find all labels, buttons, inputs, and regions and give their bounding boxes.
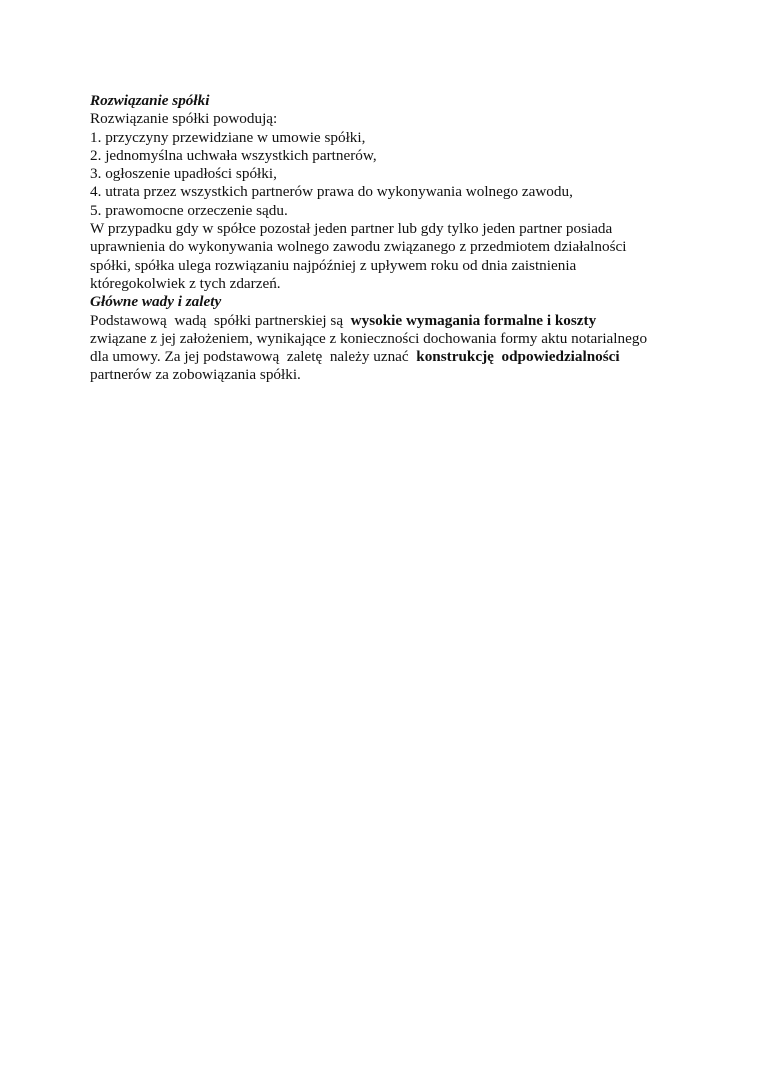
paragraph-line [90,312,680,330]
list-item: 3. ogłoszenie upadłości spółki, [90,165,277,183]
list-item: 5. prawomocne orzeczenie sądu. [90,201,288,219]
text-span: dla umowy. Za jej podstawową zaletę należy uznać [90,348,417,366]
paragraph-line: partnerów za zobowiązania spółki. [90,366,301,384]
paragraph-line: spółki, spółka ulega rozwiązaniu najpóźniej z upływem roku od dnia zaistnienia [90,256,577,274]
text-span: Podstawową wadą spółki partnerskiej są [90,311,351,329]
section-heading-pros-cons: Główne wady i zalety [90,293,222,311]
paragraph-line: W przypadku gdy w spółce pozostał jeden partner lub gdy tylko jeden partner posiada [90,220,613,238]
dissolution-intro: Rozwiązanie spółki powodują: [90,110,278,128]
paragraph-line: związane z jej założeniem, wynikające z konieczności dochowania formy aktu notarialnego [90,329,648,347]
paragraph-line [90,348,680,366]
list-item: 4. utrata przez wszystkich partnerów prawa do wykonywania wolnego zawodu, [90,183,573,201]
list-item: 1. przyczyny przewidziane w umowie spółki, [90,128,366,146]
document-body [90,92,680,385]
bold-text: wysokie wymagania formalne i koszty [350,311,597,329]
bold-text: konstrukcję odpowiedzialności [416,348,620,366]
paragraph-line: uprawnienia do wykonywania wolnego zawodu związanego z przedmiotem działalności [90,238,627,256]
section-heading-dissolution: Rozwiązanie spółki [90,92,210,109]
list-item: 2. jednomyślna uchwała wszystkich partnerów, [90,146,377,164]
paragraph-line: któregokolwiek z tych zdarzeń. [90,274,281,292]
